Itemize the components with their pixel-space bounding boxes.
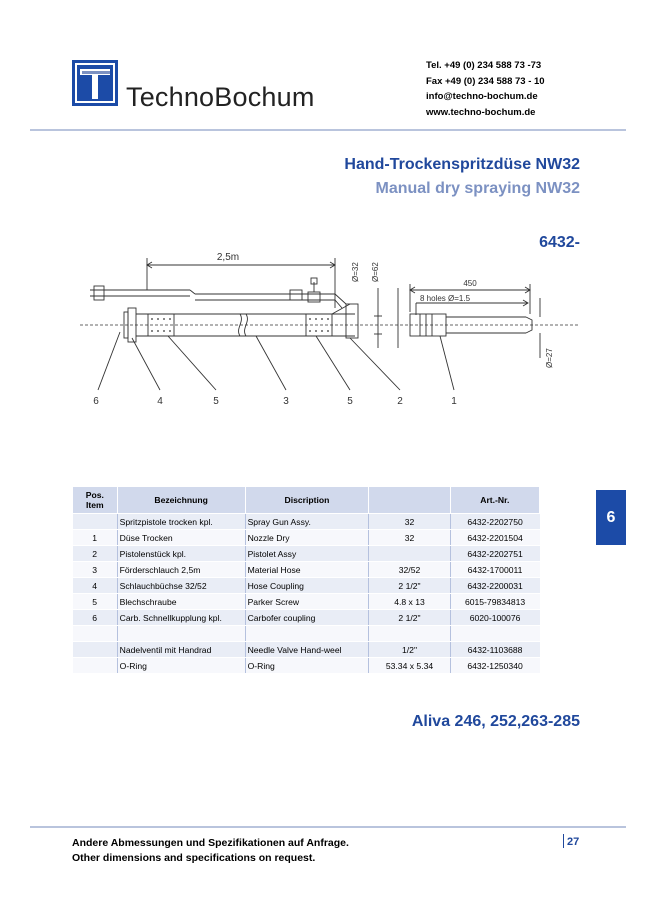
header-pos: Pos. Item [73,487,118,514]
cell-bezeichnung: Nadelventil mit Handrad [117,642,245,658]
cell-description: Pistolet Assy [245,546,369,562]
cell-bezeichnung: Pistolenstück kpl. [117,546,245,562]
cell-pos: 3 [73,562,118,578]
dimension-label-450: 450 [463,279,477,288]
dimension-label-d32: Ø=32 [351,262,360,282]
cell-bezeichnung: O-Ring [117,658,245,674]
cell-bezeichnung: Schlauchbüchse 32/52 [117,578,245,594]
header-divider [30,129,626,131]
header-description: Discription [245,487,369,514]
dimension-label-length: 2,5m [216,252,240,263]
cell-size: 32 [369,530,450,546]
cell-size: 1/2" [369,642,450,658]
product-title-en: Manual dry spraying NW32 [375,180,580,197]
brand-name: TechnoBochum [126,82,315,112]
cell-pos [73,658,118,674]
cell-bezeichnung: Blechschraube [117,594,245,610]
technical-drawing [80,238,580,413]
dimension-label-d62: Ø=62 [371,262,380,282]
parts-table [72,486,540,674]
page-number: 27 [567,836,580,848]
callout-3: 3 [283,396,289,407]
table-row [73,530,540,546]
cell-art: 6020-100076 [450,610,539,626]
cell-description: Carbofer coupling [245,610,369,626]
chapter-tab[interactable]: 6 [596,490,626,545]
cell-art: 6432-1250340 [450,658,539,674]
cell-pos [73,514,118,530]
header-bezeichnung: Bezeichnung [117,487,245,514]
cell-size: 2 1/2" [369,610,450,626]
contact-tel: Tel. +49 (0) 234 588 73 -73 [426,60,542,71]
cell-description: Needle Valve Hand-weel [245,642,369,658]
part-number: 6432- [539,234,580,251]
table-row [73,578,540,594]
table-row [73,658,540,674]
gun-coupling [94,286,104,300]
table-header-row [73,487,540,514]
cell-pos [73,626,118,642]
callout-5b: 5 [347,396,353,407]
contact-block [426,58,545,120]
cell-size: 4.8 x 13 [369,594,450,610]
cell-description: Spray Gun Assy. [245,514,369,530]
page-number-bar [563,834,564,848]
cell-description [245,626,369,642]
callout-4: 4 [157,396,163,407]
footer-note [72,836,349,866]
cell-description: Parker Screw [245,594,369,610]
table-row [73,610,540,626]
cell-description: Material Hose [245,562,369,578]
callout-5: 5 [213,396,219,407]
table-row [73,594,540,610]
contact-web[interactable]: www.techno-bochum.de [426,106,536,118]
table-row [73,562,540,578]
cell-pos: 1 [73,530,118,546]
callout-6: 6 [93,396,99,407]
callout-2: 2 [397,396,403,407]
cell-art: 6432-2202751 [450,546,539,562]
contact-email[interactable]: info@techno-bochum.de [426,91,538,102]
table-row [73,626,540,642]
cell-size: 53.34 x 5.34 [369,658,450,674]
cell-art [450,626,539,642]
footer-divider [30,826,626,828]
cell-pos: 2 [73,546,118,562]
cell-pos: 5 [73,594,118,610]
cell-description: Hose Coupling [245,578,369,594]
table-row [73,642,540,658]
cell-bezeichnung: Carb. Schnellkupplung kpl. [117,610,245,626]
holes-label: 8 holes Ø=1.5 [420,294,471,303]
cell-bezeichnung: Düse Trocken [117,530,245,546]
hose-sleeve-right [306,314,332,336]
footer-note-en: Other dimensions and specifications on request. [72,852,316,864]
cell-art: 6432-1103688 [450,642,539,658]
cell-size: 32 [369,514,450,530]
company-logo [72,60,118,106]
cell-pos: 4 [73,578,118,594]
cell-pos [73,642,118,658]
header-art: Art.-Nr. [450,487,539,514]
cell-bezeichnung [117,626,245,642]
cell-art: 6015-79834813 [450,594,539,610]
cell-size: 2 1/2" [369,578,450,594]
cell-art: 6432-1700011 [450,562,539,578]
footer-note-de: Andere Abmessungen und Spezifikationen auf Anfrage. [72,837,349,849]
callout-1: 1 [451,396,457,407]
cell-art: 6432-2201504 [450,530,539,546]
dimension-label-d27: Ø=27 [545,348,554,368]
cell-size [369,546,450,562]
cell-size: 32/52 [369,562,450,578]
cell-description: O-Ring [245,658,369,674]
product-title-de: Hand-Trockenspritzdüse NW32 [344,156,580,173]
cell-bezeichnung: Spritzpistole trocken kpl. [117,514,245,530]
cell-bezeichnung: Förderschlauch 2,5m [117,562,245,578]
contact-fax: Fax +49 (0) 234 588 73 - 10 [426,75,545,87]
cell-pos: 6 [73,610,118,626]
cell-size [369,626,450,642]
cell-art: 6432-2202750 [450,514,539,530]
compatible-models: Aliva 246, 252,263-285 [411,713,580,730]
table-row [73,546,540,562]
cell-art: 6432-2200031 [450,578,539,594]
cell-description: Nozzle Dry [245,530,369,546]
header-size [369,487,450,514]
table-row [73,514,540,530]
